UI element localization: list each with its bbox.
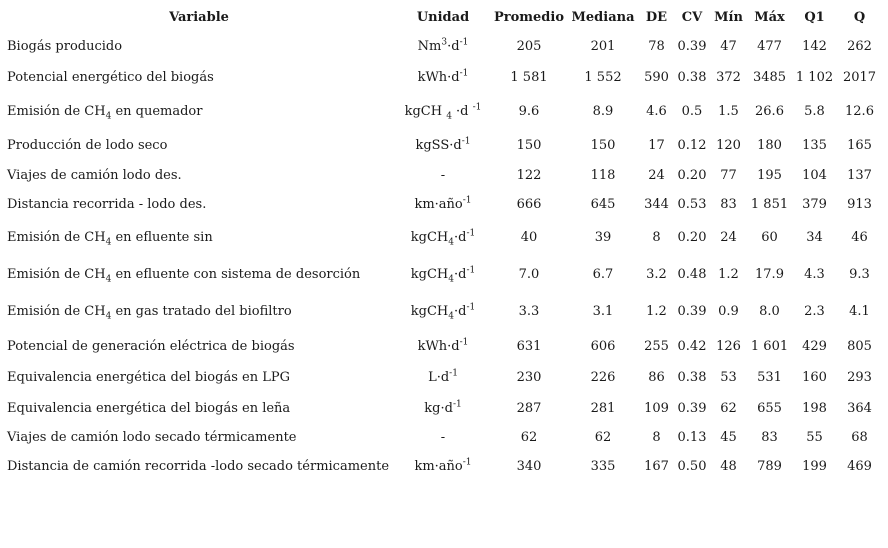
table-row [3, 129, 882, 161]
mean-cell: 9.6 [518, 103, 540, 119]
q-cell: 805 [847, 338, 872, 354]
variable-cell [3, 31, 395, 62]
q1-cell: 429 [802, 338, 827, 354]
max-cell: 26.6 [755, 103, 784, 119]
sd-cell: 255 [644, 338, 669, 354]
min-cell: 62 [720, 401, 737, 416]
q1-cell: 104 [802, 167, 827, 183]
header-min: Mín [714, 10, 743, 25]
unit-exponent: -1 [459, 68, 469, 79]
sd-cell: 8 [652, 230, 661, 245]
min-cell: 45 [720, 429, 737, 445]
q-cell: 469 [847, 458, 872, 474]
mean-cell: 3.3 [518, 304, 540, 319]
variable-cell [3, 93, 395, 129]
variable-text: Viajes de camión lodo secado térmicamente [7, 429, 297, 445]
unit-cell [395, 189, 491, 219]
q1-cell: 5.8 [804, 103, 825, 119]
unit-subscript: 4 [448, 237, 454, 248]
min-cell: 1.2 [718, 267, 739, 282]
sd-cell: 24 [648, 167, 665, 183]
unit-exponent: -1 [452, 399, 462, 410]
table-row [3, 330, 882, 362]
unit-base: ·d [453, 304, 467, 319]
header-max: Máx [754, 10, 785, 25]
mean-cell: 287 [516, 401, 542, 416]
cv-cell: 0.39 [677, 39, 707, 54]
unit-cell [395, 450, 491, 482]
unit-cell [395, 293, 491, 330]
unit-exponent: 3 [441, 37, 448, 48]
variable-text: Biogás producido [7, 39, 123, 54]
unit-exponent: -1 [462, 195, 472, 206]
variable-cell [3, 161, 395, 189]
max-cell: 789 [757, 458, 782, 474]
median-cell: 3.1 [592, 304, 614, 319]
q-cell: 137 [847, 167, 872, 183]
table-row [3, 31, 882, 62]
variable-cell [3, 450, 395, 482]
variable-text: Potencial energético del biogás [7, 70, 214, 85]
mean-cell: 340 [516, 458, 542, 474]
mean-cell: 40 [520, 230, 538, 245]
table-row [3, 256, 882, 293]
unit-base: km·año [414, 458, 463, 474]
unit-cell [395, 362, 491, 393]
unit-exponent: -1 [461, 136, 471, 147]
q-cell: 262 [847, 39, 872, 54]
unit-cell [395, 256, 491, 293]
min-cell: 126 [716, 338, 741, 354]
variable-cell [3, 62, 395, 93]
cv-cell: 0.48 [677, 267, 707, 282]
table-row [3, 450, 882, 482]
mean-cell: 666 [516, 196, 542, 212]
median-cell: 645 [590, 196, 616, 212]
min-cell: 47 [720, 39, 737, 54]
unit-cell [395, 330, 491, 362]
median-cell: 8.9 [592, 103, 614, 119]
unit-exponent: -1 [449, 368, 458, 379]
variable-subscript: 4 [105, 111, 112, 122]
min-cell: 120 [716, 137, 741, 153]
variable-text: Distancia de camión recorrida -lodo secado térmicamente [7, 458, 390, 474]
cv-cell: 0.13 [677, 429, 707, 445]
table-row [3, 362, 882, 393]
unit-cell [395, 161, 491, 189]
mean-cell: 150 [516, 137, 542, 153]
unit-base: - [440, 167, 446, 183]
variable-cell [3, 129, 395, 161]
q1-cell: 142 [802, 39, 827, 54]
q1-cell: 198 [802, 401, 827, 416]
q1-cell: 1 102 [795, 70, 834, 85]
variable-cell [3, 330, 395, 362]
variable-text: Emisión de CH [7, 304, 106, 319]
table-row [3, 424, 882, 450]
variable-text: Emisión de CH [7, 230, 106, 245]
q1-cell: 55 [806, 429, 823, 445]
variable-cell [3, 189, 395, 219]
variable-text: en gas tratado del biofiltro [111, 304, 292, 319]
sd-cell: 86 [648, 370, 665, 385]
median-cell: 39 [594, 230, 612, 245]
sd-cell: 8 [652, 429, 661, 445]
q1-cell: 135 [802, 137, 827, 153]
cv-cell: 0.42 [677, 338, 707, 354]
min-cell: 53 [720, 370, 737, 385]
sd-cell: 3.2 [646, 267, 667, 282]
variable-cell [3, 256, 395, 293]
q-cell: 68 [851, 429, 868, 445]
variable-text: Viajes de camión lodo des. [7, 167, 182, 183]
unit-cell [395, 219, 491, 256]
unit-cell [395, 424, 491, 450]
variable-text: Equivalencia energética del biogás en leña [7, 401, 291, 416]
unit-exponent: -1 [459, 37, 469, 48]
sd-cell: 17 [648, 137, 665, 153]
q-cell: 4.1 [849, 304, 870, 319]
cv-cell: 0.39 [677, 401, 707, 416]
variable-text: Producción de lodo seco [7, 137, 168, 153]
cv-cell: 0.20 [677, 167, 707, 183]
q1-cell: 199 [802, 458, 827, 474]
max-cell: 531 [757, 370, 782, 385]
q-cell: 364 [847, 401, 872, 416]
unit-cell [395, 93, 491, 129]
sd-cell: 1.2 [646, 304, 667, 319]
sd-cell: 78 [648, 39, 665, 54]
table-row [3, 393, 882, 424]
sd-cell: 167 [644, 458, 669, 474]
header-q: Q [853, 10, 866, 25]
header-q1: Q1 [804, 10, 825, 25]
unit-subscript: 4 [448, 274, 454, 285]
cv-cell: 0.12 [677, 137, 707, 153]
median-cell: 606 [590, 338, 616, 354]
q1-cell: 379 [802, 196, 827, 212]
unit-base: kg·d [424, 401, 453, 416]
unit-base: kWh·d [417, 70, 460, 85]
max-cell: 83 [761, 429, 778, 445]
unit-base: ·d [453, 230, 467, 245]
q-cell: 9.3 [849, 267, 870, 282]
cv-cell: 0.53 [677, 196, 707, 212]
variable-cell [3, 219, 395, 256]
sd-cell: 109 [644, 401, 669, 416]
table-row [3, 189, 882, 219]
unit-cell [395, 62, 491, 93]
min-cell: 372 [716, 70, 741, 85]
variable-text: Emisión de CH [7, 267, 106, 282]
max-cell: 1 851 [750, 196, 789, 212]
max-cell: 477 [757, 39, 782, 54]
median-cell: 335 [590, 458, 616, 474]
mean-cell: 7.0 [518, 267, 540, 282]
unit-base: kgCH [410, 230, 449, 245]
min-cell: 83 [720, 196, 737, 212]
variable-cell [3, 293, 395, 330]
median-cell: 62 [594, 429, 612, 445]
unit-exponent: -1 [466, 302, 476, 313]
header-row [3, 4, 882, 31]
mean-cell: 62 [520, 429, 538, 445]
variable-subscript: 4 [105, 237, 112, 248]
q-cell: 165 [847, 137, 872, 153]
header-mean: Promedio [493, 10, 565, 25]
variable-cell [3, 362, 395, 393]
variable-text: Emisión de CH [7, 103, 106, 119]
max-cell: 60 [761, 230, 778, 245]
median-cell: 281 [590, 401, 616, 416]
min-cell: 24 [720, 230, 737, 245]
header-cv: CV [681, 10, 703, 25]
unit-exponent: -1 [459, 337, 469, 348]
table-row [3, 219, 882, 256]
median-cell: 226 [590, 370, 616, 385]
unit-base: kWh·d [417, 338, 460, 354]
median-cell: 150 [590, 137, 616, 153]
variable-text: Equivalencia energética del biogás en LPG [7, 370, 290, 385]
sd-cell: 344 [644, 196, 669, 212]
unit-base: kgCH [410, 267, 449, 282]
mean-cell: 1 581 [510, 70, 548, 85]
header-unit: Unidad [416, 10, 470, 25]
q-cell: 2017 [842, 70, 877, 85]
table-row [3, 93, 882, 129]
median-cell: 201 [590, 39, 616, 54]
max-cell: 180 [757, 137, 782, 153]
max-cell: 1 601 [750, 338, 789, 354]
variable-subscript: 4 [105, 274, 112, 285]
unit-subscript: 4 [448, 311, 454, 322]
variable-cell [3, 424, 395, 450]
variable-subscript: 4 [105, 311, 112, 322]
q1-cell: 34 [806, 230, 823, 245]
cv-cell: 0.39 [677, 304, 707, 319]
q-cell: 12.6 [845, 103, 874, 119]
statistics-table [3, 4, 882, 482]
unit-base: ·d [447, 39, 460, 54]
q1-cell: 2.3 [804, 304, 825, 319]
median-cell: 118 [590, 167, 616, 183]
variable-text: en efluente con sistema de desorción [111, 267, 361, 282]
max-cell: 17.9 [755, 267, 784, 282]
mean-cell: 122 [516, 167, 542, 183]
min-cell: 77 [720, 167, 737, 183]
min-cell: 48 [720, 458, 737, 474]
header-median: Mediana [571, 10, 635, 25]
mean-cell: 230 [516, 370, 542, 385]
median-cell: 1 552 [584, 70, 622, 85]
variable-cell [3, 393, 395, 424]
q1-cell: 4.3 [804, 267, 825, 282]
unit-exponent: -1 [466, 228, 476, 239]
q-cell: 293 [847, 370, 872, 385]
max-cell: 3485 [752, 70, 787, 85]
max-cell: 655 [757, 401, 782, 416]
unit-base: Nm [417, 39, 442, 54]
unit-exponent: -1 [472, 102, 482, 113]
variable-text: Distancia recorrida - lodo des. [7, 196, 207, 212]
unit-base: L·d [428, 370, 450, 385]
header-variable: Variable [169, 10, 229, 25]
unit-exponent: -1 [462, 457, 472, 468]
q-cell: 913 [847, 196, 872, 212]
min-cell: 1.5 [718, 103, 739, 119]
unit-base: kgCH [404, 103, 447, 119]
unit-subscript: 4 [446, 111, 452, 122]
q1-cell: 160 [802, 370, 827, 385]
unit-base: km·año [414, 196, 463, 212]
unit-cell [395, 129, 491, 161]
median-cell: 6.7 [592, 267, 614, 282]
table-row [3, 161, 882, 189]
variable-text: en quemador [111, 103, 203, 119]
cv-cell: 0.50 [677, 458, 707, 474]
unit-base: ·d [453, 267, 467, 282]
unit-exponent: -1 [466, 265, 476, 276]
unit-base: - [440, 429, 446, 445]
sd-cell: 590 [644, 70, 669, 85]
table-row [3, 62, 882, 93]
variable-text: en efluente sin [111, 230, 213, 245]
max-cell: 195 [757, 167, 782, 183]
unit-cell [395, 31, 491, 62]
cv-cell: 0.38 [677, 370, 707, 385]
q-cell: 46 [851, 230, 868, 245]
unit-base: kgSS·d [415, 137, 462, 153]
mean-cell: 631 [516, 338, 542, 354]
mean-cell: 205 [516, 39, 542, 54]
max-cell: 8.0 [759, 304, 780, 319]
unit-base: kgCH [410, 304, 449, 319]
table-row [3, 293, 882, 330]
variable-text: Potencial de generación eléctrica de biogás [7, 338, 295, 354]
cv-cell: 0.38 [677, 70, 707, 85]
header-sd: DE [645, 10, 668, 25]
sd-cell: 4.6 [646, 103, 667, 119]
cv-cell: 0.5 [681, 103, 703, 119]
cv-cell: 0.20 [677, 230, 707, 245]
min-cell: 0.9 [718, 304, 739, 319]
unit-base: ·d [451, 103, 473, 119]
unit-cell [395, 393, 491, 424]
